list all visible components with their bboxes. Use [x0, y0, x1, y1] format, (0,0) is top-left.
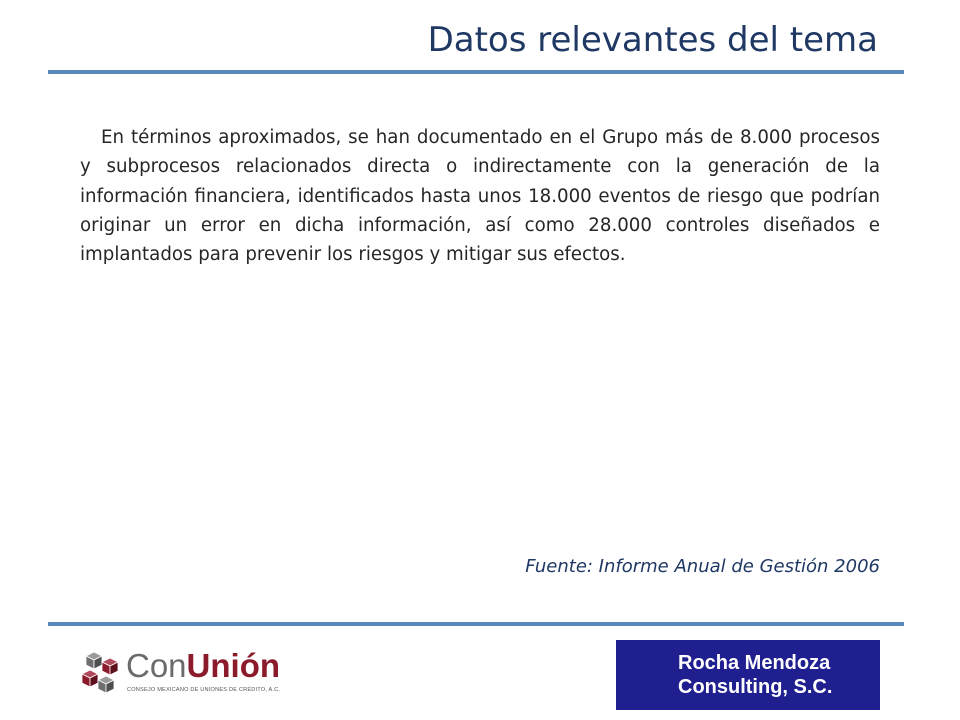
slide-title: Datos relevantes del tema	[427, 20, 878, 60]
brand-line-2: Consulting, S.C.	[678, 676, 833, 698]
logo-subtitle: CONSEJO MEXICANO DE UNIONES DE CRÉDITO, A.C.	[127, 687, 281, 693]
footer-divider	[48, 622, 904, 626]
logo-wordmark: ConUnión	[126, 647, 281, 684]
cube-cluster-icon	[80, 650, 124, 698]
consulting-brand-box	[616, 640, 880, 710]
brand-line-1: Rocha Mendoza	[678, 652, 831, 674]
title-divider	[48, 70, 904, 74]
conunion-logo	[80, 646, 310, 702]
body-paragraph: En términos aproximados, se han documentado en el Grupo más de 8.000 procesos y subprocesos relacionados directa o indirectamente con la generación de la información financiera, identificados hasta unos 18.000 eventos de riesgo que podrían originar un error en dicha información, así como 28.000 controles diseñados e implantados para prevenir los riesgos y mitigar sus efectos.	[80, 127, 880, 266]
source-citation: Fuente: Informe Anual de Gestión 2006	[525, 556, 880, 577]
